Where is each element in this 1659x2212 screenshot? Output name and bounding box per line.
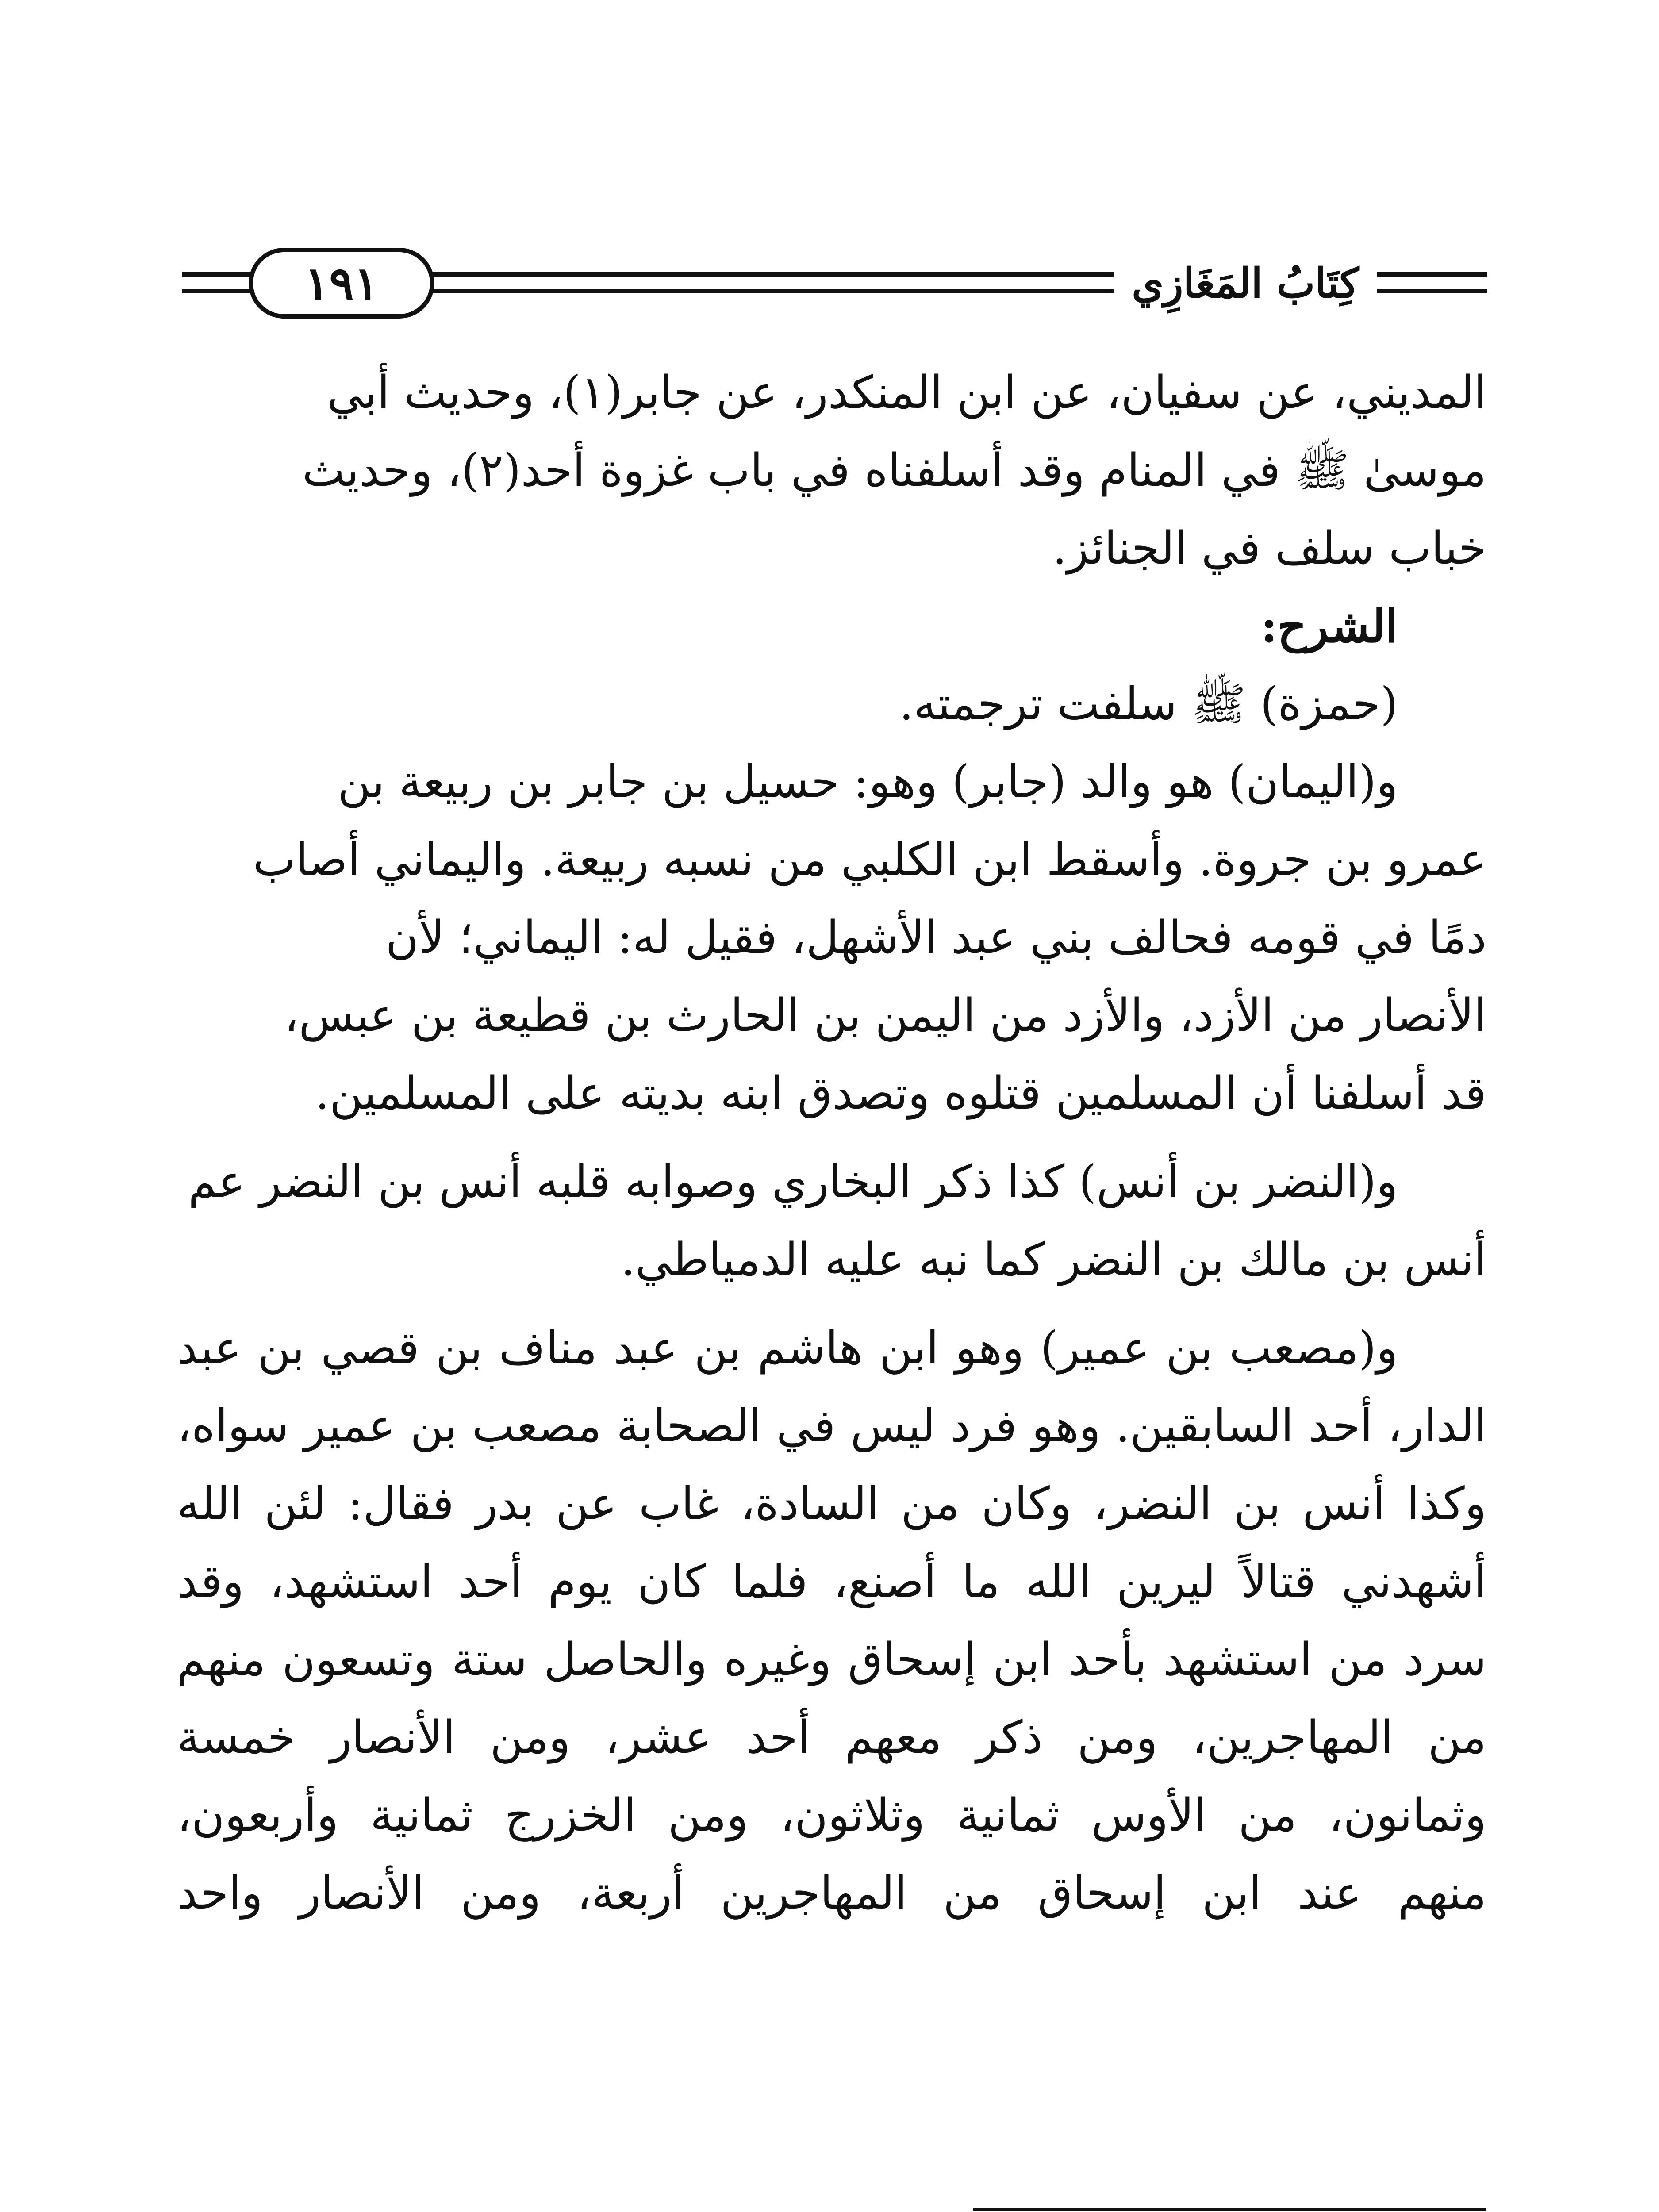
text-line: و(اليمان) هو والد (جابر) وهو: حسيل بن جابر بن ربيعة بن	[338, 756, 1398, 808]
paragraph-al-yaman	[177, 743, 1486, 1133]
footnote-separator	[973, 2208, 1486, 2211]
text-line: أشهدني قتالاً ليرين الله ما أصنع، فلما كان يوم أحد استشهد، وقد	[177, 1555, 1486, 1608]
body-text	[177, 354, 1486, 1932]
text-line: أنس بن مالك بن النضر كما نبه عليه الدمياطي.	[621, 1233, 1486, 1286]
text-line: الدار، أحد السابقين. وهو فرد ليس في الصحابة مصعب بن عمير سواه،	[177, 1400, 1486, 1452]
text-line: من المهاجرين، ومن ذكر معهم أحد عشر، ومن الأنصار خمسة	[177, 1711, 1486, 1764]
text-line: عمرو بن جروة. وأسقط ابن الكلبي من نسبه ربيعة. واليماني أصاب	[253, 833, 1486, 886]
book-title: كِتَابُ المَغَازِي	[1114, 253, 1377, 313]
text-line: الأنصار من الأزد، والأزد من اليمن بن الحارث بن قطيعة بن عبس،	[284, 989, 1486, 1042]
paragraph-musab	[177, 1310, 1486, 1932]
text-line: و(النضر بن أنس) كذا ذكر البخاري وصوابه قلبه أنس بن النضر عم	[188, 1156, 1398, 1208]
text-line: (حمزة) ﷺ سلفت ترجمته.	[899, 678, 1398, 730]
page-number: ١٩١	[249, 248, 434, 319]
text-line: وثمانون، من الأوس ثمانية وثلاثون، ومن الخزرج ثمانية وأربعون،	[177, 1789, 1486, 1842]
text-line: دمًا في قومه فحالف بني عبد الأشهل، فقيل له: اليماني؛ لأن	[385, 911, 1486, 964]
section-heading-sharh	[177, 588, 1486, 665]
text-line: منهم عند ابن إسحاق من المهاجرين أربعة، ومن الأنصار واحد	[177, 1867, 1486, 1920]
heading-text: الشرح:	[1260, 600, 1398, 653]
text-line: المديني، عن سفيان، عن ابن المنكدر، عن جابر(١)، وحديث أبي	[327, 366, 1486, 419]
running-header	[182, 248, 1487, 319]
paragraph-hamza	[177, 665, 1486, 743]
text-line: و(مصعب بن عمير) وهو ابن هاشم بن عبد مناف بن قصي بن عبد	[177, 1322, 1398, 1375]
text-line: خباب سلف في الجنائز.	[1052, 522, 1486, 575]
text-line: وكذا أنس بن النضر، وكان من السادة، غاب عن بدر فقال: لئن الله	[177, 1478, 1486, 1530]
paragraph-al-nadr	[177, 1143, 1486, 1299]
text-line: قد أسلفنا أن المسلمين قتلوه وتصدق ابنه بديته على المسلمين.	[315, 1067, 1486, 1120]
paragraph-intro	[177, 354, 1486, 588]
text-line: موسىٰ ﷺ في المنام وقد أسلفناه في باب غزوة أحد(٢)، وحديث	[302, 444, 1486, 497]
text-line: سرد من استشهد بأحد ابن إسحاق وغيره والحاصل ستة وتسعون منهم	[177, 1633, 1486, 1686]
